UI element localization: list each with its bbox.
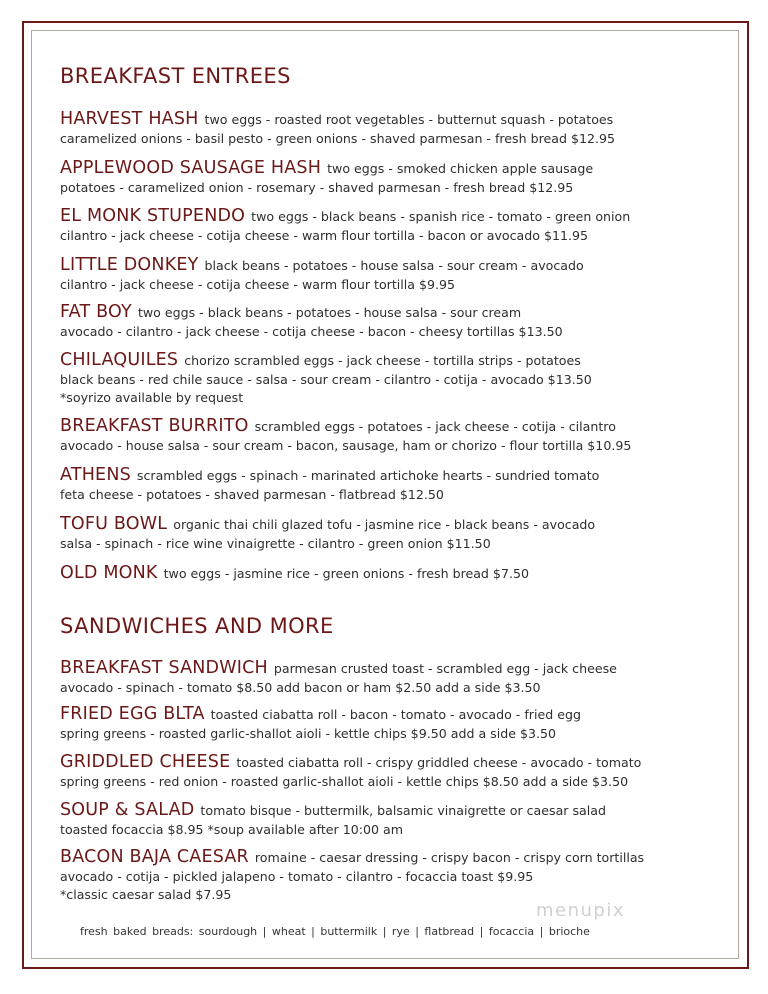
menu-item-athens: [60, 466, 720, 504]
item-name: FAT BOY: [60, 302, 132, 322]
item-note: *classic caesar salad $7.95: [60, 887, 232, 902]
item-description-line: toasted ciabatta roll - crispy griddled cheese - avocado - tomato: [236, 755, 642, 770]
menu-item-el-monk-stupendo: [60, 207, 720, 245]
item-name: FRIED EGG BLTA: [60, 704, 205, 724]
item-description-line: spring greens - roasted garlic-shallot aioli - kettle chips $9.50 add a side $3.50: [60, 725, 557, 741]
item-name: ATHENS: [60, 465, 131, 485]
menu-item-soup-and-salad: [60, 801, 720, 839]
item-name: EL MONK STUPENDO: [60, 206, 246, 226]
item-name: HARVEST HASH: [60, 109, 199, 129]
item-name: CHILAQUILES: [60, 350, 179, 370]
item-name: BREAKFAST BURRITO: [60, 416, 249, 436]
item-description-line: two eggs - roasted root vegetables - butternut squash - potatoes: [204, 112, 614, 127]
menu-item-tofu-bowl: [60, 515, 720, 553]
item-description-line: chorizo scrambled eggs - jack cheese - tortilla strips - potatoes: [184, 353, 581, 368]
item-description-line: caramelized onions - basil pesto - green onions - shaved parmesan - fresh bread $12.95: [60, 130, 616, 146]
menu-item-applewood-sausage-hash: [60, 159, 720, 197]
menu-item-harvest-hash: [60, 110, 720, 148]
item-description-line: two eggs - black beans - spanish rice - tomato - green onion: [251, 209, 631, 224]
item-description-line: toasted ciabatta roll - bacon - tomato - avocado - fried egg: [210, 707, 581, 722]
item-description-line: parmesan crusted toast - scrambled egg - jack cheese: [273, 661, 617, 676]
item-description-line: avocado - house salsa - sour cream - bacon, sausage, ham or chorizo - flour tortilla $10.95: [60, 437, 632, 453]
menu-item-breakfast-burrito: [60, 417, 720, 455]
menu-item-bacon-baja-caesar: [60, 848, 720, 905]
item-description-line: spring greens - red onion - roasted garlic-shallot aioli - kettle chips $8.50 add a side $3.50: [60, 773, 629, 789]
item-description-line: avocado - spinach - tomato $8.50 add bacon or ham $2.50 add a side $3.50: [60, 679, 541, 695]
menu-item-chilaquiles: [60, 351, 720, 408]
breads-footer: fresh baked breads: sourdough | wheat | buttermilk | rye | flatbread | focaccia | brioche: [80, 925, 590, 938]
item-description-line: feta cheese - potatoes - shaved parmesan - flatbread $12.50: [60, 486, 444, 502]
item-description-line: avocado - cotija - pickled jalapeno - tomato - cilantro - focaccia toast $9.95: [60, 868, 534, 884]
item-name: APPLEWOOD SAUSAGE HASH: [60, 158, 322, 178]
item-note: *soyrizo available by request: [60, 390, 244, 405]
item-description-line: two eggs - smoked chicken apple sausage: [327, 161, 594, 176]
item-description-line: cilantro - jack cheese - cotija cheese - warm flour tortilla $9.95: [60, 276, 456, 292]
item-name: OLD MONK: [60, 563, 158, 583]
item-description-line: black beans - red chile sauce - salsa - sour cream - cilantro - cotija - avocado $13.50: [60, 371, 592, 387]
menu-item-griddled-cheese: [60, 753, 720, 791]
item-description-line: avocado - cilantro - jack cheese - cotija cheese - bacon - cheesy tortillas $13.50: [60, 323, 563, 339]
item-description-line: cilantro - jack cheese - cotija cheese - warm flour tortilla - bacon or avocado $11.95: [60, 227, 589, 243]
item-description-line: black beans - potatoes - house salsa - sour cream - avocado: [204, 258, 584, 273]
item-name: BREAKFAST SANDWICH: [60, 658, 268, 678]
item-name: SOUP & SALAD: [60, 800, 195, 820]
item-description-line: toasted focaccia $8.95 *soup available after 10:00 am: [60, 821, 403, 837]
item-description-line: organic thai chili glazed tofu - jasmine rice - black beans - avocado: [173, 517, 596, 532]
menu-item-little-donkey: [60, 256, 720, 294]
menu-item-breakfast-sandwich: [60, 659, 720, 697]
item-description-line: romaine - caesar dressing - crispy bacon - crispy corn tortillas: [254, 850, 645, 865]
item-name: GRIDDLED CHEESE: [60, 752, 231, 772]
section-title-sandwiches-and-more: SANDWICHES AND MORE: [60, 614, 334, 638]
item-name: BACON BAJA CAESAR: [60, 847, 249, 867]
menu-item-old-monk: [60, 564, 720, 584]
section-title-breakfast-entrees: BREAKFAST ENTREES: [60, 64, 291, 88]
menupix-watermark: menupix: [536, 900, 626, 921]
item-description-line: two eggs - black beans - potatoes - house salsa - sour cream: [137, 305, 522, 320]
menu-item-fried-egg-blta: [60, 705, 720, 743]
item-description-line: two eggs - jasmine rice - green onions - fresh bread $7.50: [163, 566, 529, 581]
item-name: TOFU BOWL: [60, 514, 168, 534]
item-description-line: scrambled eggs - spinach - marinated artichoke hearts - sundried tomato: [136, 468, 600, 483]
menu-item-fat-boy: [60, 303, 720, 341]
item-description-line: scrambled eggs - potatoes - jack cheese - cotija - cilantro: [254, 419, 616, 434]
item-description-line: potatoes - caramelized onion - rosemary - shaved parmesan - fresh bread $12.95: [60, 179, 574, 195]
item-description-line: tomato bisque - buttermilk, balsamic vinaigrette or caesar salad: [200, 803, 606, 818]
item-description-line: salsa - spinach - rice wine vinaigrette - cilantro - green onion $11.50: [60, 535, 491, 551]
item-name: LITTLE DONKEY: [60, 255, 199, 275]
